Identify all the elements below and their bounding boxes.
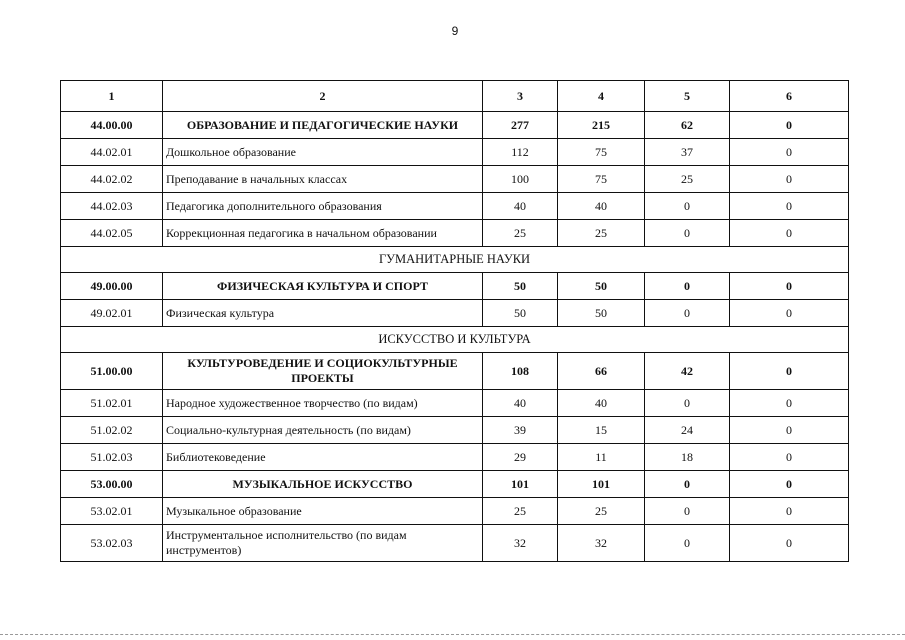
- value-cell-5: 0: [645, 390, 730, 417]
- section-title: ИСКУССТВО И КУЛЬТУРА: [61, 327, 849, 353]
- value-cell-6: 0: [730, 498, 849, 525]
- table-row: [61, 166, 849, 193]
- section-row: [61, 247, 849, 273]
- section-title: ГУМАНИТАРНЫЕ НАУКИ: [61, 247, 849, 273]
- value-cell-3: 39: [483, 417, 558, 444]
- code-cell: 49.00.00: [61, 273, 163, 300]
- table-row: [61, 139, 849, 166]
- value-cell-6: 0: [730, 193, 849, 220]
- code-cell: 51.02.03: [61, 444, 163, 471]
- scan-edge-divider: [0, 634, 905, 635]
- value-cell-5: 25: [645, 166, 730, 193]
- value-cell-5: 18: [645, 444, 730, 471]
- value-cell-6: 0: [730, 390, 849, 417]
- code-cell: 44.02.03: [61, 193, 163, 220]
- code-cell: 51.02.02: [61, 417, 163, 444]
- code-cell: 53.02.01: [61, 498, 163, 525]
- value-cell-6: 0: [730, 417, 849, 444]
- header-cell: 5: [645, 81, 730, 112]
- section-row: [61, 327, 849, 353]
- code-cell: 44.02.01: [61, 139, 163, 166]
- code-cell: 53.00.00: [61, 471, 163, 498]
- value-cell-6: 0: [730, 273, 849, 300]
- value-cell-4: 40: [558, 390, 645, 417]
- value-cell-3: 112: [483, 139, 558, 166]
- value-cell-3: 32: [483, 525, 558, 562]
- header-cell: 1: [61, 81, 163, 112]
- value-cell-5: 0: [645, 471, 730, 498]
- name-cell: Преподавание в начальных классах: [163, 166, 483, 193]
- name-cell: Музыкальное образование: [163, 498, 483, 525]
- value-cell-5: 0: [645, 300, 730, 327]
- value-cell-6: 0: [730, 471, 849, 498]
- value-cell-3: 101: [483, 471, 558, 498]
- table-row: [61, 300, 849, 327]
- code-cell: 49.02.01: [61, 300, 163, 327]
- header-cell: 4: [558, 81, 645, 112]
- group-row: [61, 273, 849, 300]
- value-cell-3: 50: [483, 273, 558, 300]
- name-cell: Народное художественное творчество (по видам): [163, 390, 483, 417]
- name-cell: МУЗЫКАЛЬНОЕ ИСКУССТВО: [163, 471, 483, 498]
- value-cell-6: 0: [730, 220, 849, 247]
- group-row: [61, 471, 849, 498]
- name-cell: Педагогика дополнительного образования: [163, 193, 483, 220]
- value-cell-6: 0: [730, 525, 849, 562]
- name-cell: КУЛЬТУРОВЕДЕНИЕ И СОЦИОКУЛЬТУРНЫЕ ПРОЕКТЫ: [163, 353, 483, 390]
- code-cell: 44.02.02: [61, 166, 163, 193]
- value-cell-6: 0: [730, 353, 849, 390]
- name-cell: Физическая культура: [163, 300, 483, 327]
- value-cell-3: 277: [483, 112, 558, 139]
- value-cell-6: 0: [730, 166, 849, 193]
- value-cell-5: 0: [645, 193, 730, 220]
- table-row: [61, 417, 849, 444]
- value-cell-5: 42: [645, 353, 730, 390]
- code-cell: 53.02.03: [61, 525, 163, 562]
- value-cell-4: 25: [558, 220, 645, 247]
- value-cell-3: 50: [483, 300, 558, 327]
- code-cell: 51.00.00: [61, 353, 163, 390]
- code-cell: 44.00.00: [61, 112, 163, 139]
- value-cell-4: 15: [558, 417, 645, 444]
- value-cell-4: 11: [558, 444, 645, 471]
- value-cell-4: 75: [558, 166, 645, 193]
- value-cell-4: 66: [558, 353, 645, 390]
- table-row: [61, 390, 849, 417]
- value-cell-5: 0: [645, 525, 730, 562]
- value-cell-6: 0: [730, 300, 849, 327]
- table-row: [61, 193, 849, 220]
- value-cell-4: 75: [558, 139, 645, 166]
- table-header-row: [61, 81, 849, 112]
- name-cell: Социально-культурная деятельность (по видам): [163, 417, 483, 444]
- value-cell-4: 215: [558, 112, 645, 139]
- value-cell-6: 0: [730, 112, 849, 139]
- header-cell: 6: [730, 81, 849, 112]
- table-row: [61, 444, 849, 471]
- code-cell: 51.02.01: [61, 390, 163, 417]
- name-cell: Дошкольное образование: [163, 139, 483, 166]
- value-cell-3: 100: [483, 166, 558, 193]
- value-cell-4: 40: [558, 193, 645, 220]
- admission-table: [60, 80, 849, 562]
- table-row: [61, 220, 849, 247]
- value-cell-4: 50: [558, 300, 645, 327]
- table-row: [61, 498, 849, 525]
- group-row: [61, 112, 849, 139]
- name-cell: Коррекционная педагогика в начальном образовании: [163, 220, 483, 247]
- header-cell: 3: [483, 81, 558, 112]
- value-cell-4: 32: [558, 525, 645, 562]
- value-cell-6: 0: [730, 139, 849, 166]
- value-cell-3: 29: [483, 444, 558, 471]
- value-cell-5: 62: [645, 112, 730, 139]
- value-cell-3: 25: [483, 498, 558, 525]
- name-cell: Библиотековедение: [163, 444, 483, 471]
- value-cell-5: 0: [645, 498, 730, 525]
- value-cell-4: 50: [558, 273, 645, 300]
- header-cell: 2: [163, 81, 483, 112]
- value-cell-3: 108: [483, 353, 558, 390]
- value-cell-3: 40: [483, 390, 558, 417]
- value-cell-3: 40: [483, 193, 558, 220]
- value-cell-5: 0: [645, 220, 730, 247]
- value-cell-6: 0: [730, 444, 849, 471]
- name-cell: ФИЗИЧЕСКАЯ КУЛЬТУРА И СПОРТ: [163, 273, 483, 300]
- name-cell: Инструментальное исполнительство (по видам инструментов): [163, 525, 483, 562]
- value-cell-4: 101: [558, 471, 645, 498]
- code-cell: 44.02.05: [61, 220, 163, 247]
- value-cell-5: 24: [645, 417, 730, 444]
- value-cell-5: 37: [645, 139, 730, 166]
- name-cell: ОБРАЗОВАНИЕ И ПЕДАГОГИЧЕСКИЕ НАУКИ: [163, 112, 483, 139]
- table-row: [61, 525, 849, 562]
- page-number: 9: [451, 24, 459, 38]
- group-row: [61, 353, 849, 390]
- value-cell-5: 0: [645, 273, 730, 300]
- value-cell-3: 25: [483, 220, 558, 247]
- value-cell-4: 25: [558, 498, 645, 525]
